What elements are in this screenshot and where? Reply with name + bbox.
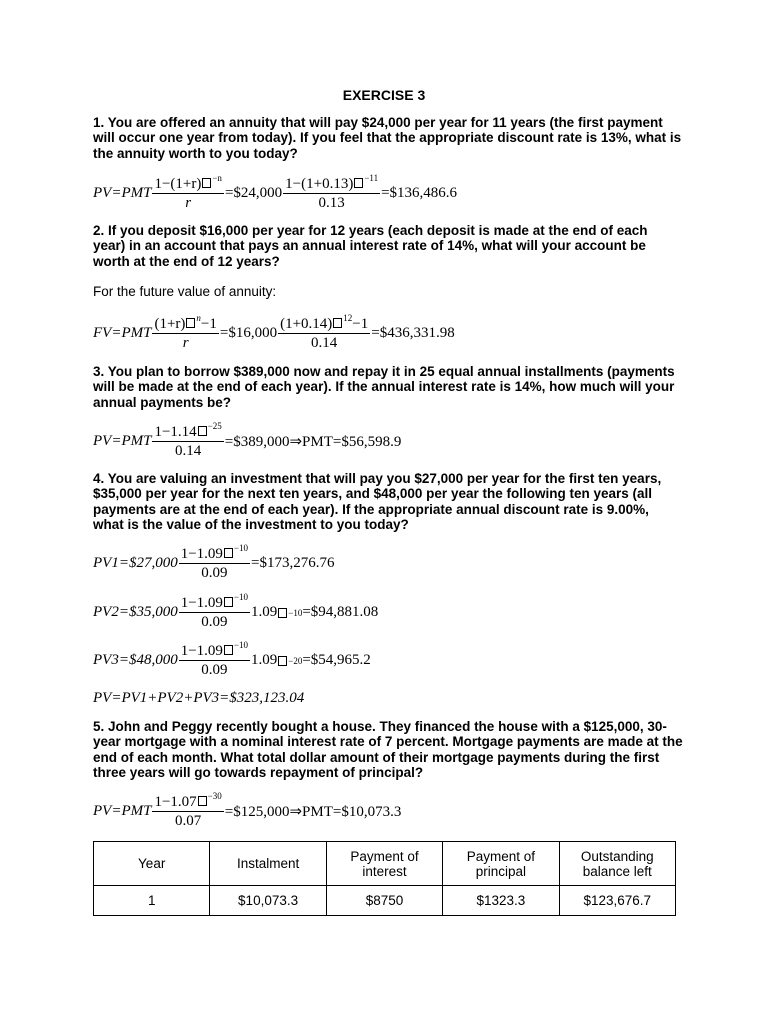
eq1-f2-exp: −11 [364, 173, 379, 183]
cell-year: 1 [94, 886, 210, 916]
eq1-f1-den: r [185, 195, 192, 211]
eq4c-fraction [179, 640, 250, 678]
eq5-lhs: PV=PMT [93, 803, 152, 819]
question-4: 4. You are valuing an investment that will pay you $27,000 per year for the first ten years, $35,000 per year for the next ten years, and $48,000 per year the following ten years (all payments are at the end of each year). If the appropriate annual discount rate is 9.00%, what is the value of the investment to you today? [93, 471, 662, 532]
cell-instalment: $10,073.3 [210, 886, 326, 916]
fv-annuity-note: For the future value of annuity: [93, 284, 277, 299]
eq4c-result: =$54,965.2 [302, 652, 371, 668]
question-3: 3. You plan to borrow $389,000 now and repay it in 25 equal annual installments (payments will be made at the end of each year). If the annual interest rate is 14%, how much will your annual payments be? [93, 364, 675, 410]
eq4c-f-den: 0.09 [201, 662, 228, 678]
eq1-fraction-numeric [283, 173, 380, 211]
eq2-f2-den: 0.14 [311, 335, 338, 351]
question-1: 1. You are offered an annuity that will pay $24,000 per year for 11 years (the first payment will occur one year from today). If you feel that the appropriate discount rate is 13%, what is the annuity worth to you today? [93, 115, 682, 161]
table-header-row [94, 842, 676, 886]
eq2-fraction-numeric [278, 313, 370, 351]
eq1-f1-num: 1−(1+r) [154, 176, 202, 192]
equation-1 [93, 173, 458, 211]
question-2: 2. If you deposit $16,000 per year for 12 years (each deposit is made at the end of each year) in an account that pays an annual interest rate of 14%, what will your account be worth at the end of 12 years? [93, 223, 648, 269]
eq4c-lhs: PV3=$48,000 [93, 652, 178, 668]
eq2-f1-exp: n [196, 313, 201, 323]
header-outstanding-balance: Outstanding balance left [559, 842, 675, 886]
eq1-result: =$136,486.6 [381, 185, 458, 201]
eq3-f-num: 1−1.14 [154, 424, 197, 440]
equation-3 [93, 421, 402, 459]
eq4a-f-den: 0.09 [201, 565, 228, 581]
header-payment-of-interest: Payment of interest [326, 842, 442, 886]
equation-4-pv1 [93, 543, 335, 581]
header-instalment: Instalment [210, 842, 326, 886]
header-year: Year [94, 842, 210, 886]
eq2-fraction-general [152, 313, 218, 351]
eq4a-f-exp: −10 [233, 543, 248, 553]
eq1-lhs: PV=PMT [93, 185, 152, 201]
eq4a-fraction [179, 543, 250, 581]
document-title: EXERCISE 3 [342, 87, 426, 103]
equation-4-total: PV=PV1+PV2+PV3=$323,123.04 [93, 690, 305, 706]
equation-4-pv3: PV3=$48,000 $\frac{1-1.09 ^{-10}}{0.09}$ 1.09 −20 =$54,965.2 [93, 640, 371, 678]
eq1-f2-den: 0.13 [318, 195, 345, 211]
eq5-result: =$125,000⇒PMT=$10,073.3 [224, 804, 402, 820]
cell-interest: $8750 [326, 886, 442, 916]
eq4a-lhs: PV1=$27,000 [93, 555, 178, 571]
eq2-f1-num-a: (1+r) [154, 316, 186, 332]
eq2-f2-exp: 12 [343, 313, 353, 323]
eq1-f1-exp: −n [212, 173, 222, 183]
amortization-table [93, 841, 676, 916]
eq1-fraction-general [152, 173, 223, 211]
eq4b-result: =$94,881.08 [302, 604, 379, 620]
question-5: 5. John and Peggy recently bought a house. They financed the house with a $125,000, 30- year mortgage with a nominal interest rate of 7 percent. Mortgage payments are made at the end of each month. What total dollar amount of their mortgage payments during the first three years will go towards repayment of principal? [93, 719, 683, 780]
eq4b-f-exp: −10 [233, 592, 248, 602]
eq4c-factor: 1.09 [251, 652, 278, 668]
eq5-f-num: 1−1.07 [154, 794, 197, 810]
eq4a-f-num: 1−1.09 [180, 546, 223, 562]
eq4a-result: =$173,276.76 [251, 555, 335, 571]
eq4b-f-num: 1−1.09 [180, 595, 223, 611]
eq1-f2-num: 1−(1+0.13) [285, 176, 354, 192]
eq5-fraction [152, 791, 223, 829]
table-row [94, 886, 676, 916]
eq4c-f-num: 1−1.09 [180, 643, 223, 659]
header-payment-of-principal: Payment of principal [443, 842, 559, 886]
equation-5 [93, 791, 402, 829]
eq2-f1-den: r [182, 335, 189, 351]
equation-4-pv2: PV2=$35,000 $\frac{1-1.09 ^{-10}}{0.09}$ 1.09 −10 =$94,881.08 [93, 592, 379, 630]
equation-2 [93, 313, 455, 351]
eq4b-f-den: 0.09 [201, 614, 228, 630]
eq2-mid: =$16,000 [219, 325, 278, 341]
eq4b-lhs: PV2=$35,000 [93, 604, 178, 620]
eq2-f2-num-a: (1+0.14) [280, 316, 333, 332]
cell-principal: $1323.3 [443, 886, 559, 916]
eq2-lhs: FV=PMT [93, 325, 152, 341]
eq5-f-exp: −30 [207, 791, 222, 801]
eq4b-fraction [179, 592, 250, 630]
eq3-result: =$389,000⇒PMT=$56,598.9 [224, 434, 402, 450]
eq4b-factor: 1.09 [251, 604, 278, 620]
eq3-lhs: PV=PMT [93, 433, 152, 449]
eq4c-f-exp: −10 [233, 640, 248, 650]
eq5-f-den: 0.07 [174, 813, 202, 829]
cell-balance: $123,676.7 [559, 886, 675, 916]
eq2-result: =$436,331.98 [371, 325, 455, 341]
eq1-mid: =$24,000 [224, 185, 283, 201]
eq3-f-den: 0.14 [174, 443, 202, 459]
eq3-f-exp: −25 [207, 421, 222, 431]
eq2-f2-num-b: −1 [352, 316, 369, 332]
eq3-fraction [152, 421, 223, 459]
eq2-f1-num-b: −1 [200, 316, 217, 332]
